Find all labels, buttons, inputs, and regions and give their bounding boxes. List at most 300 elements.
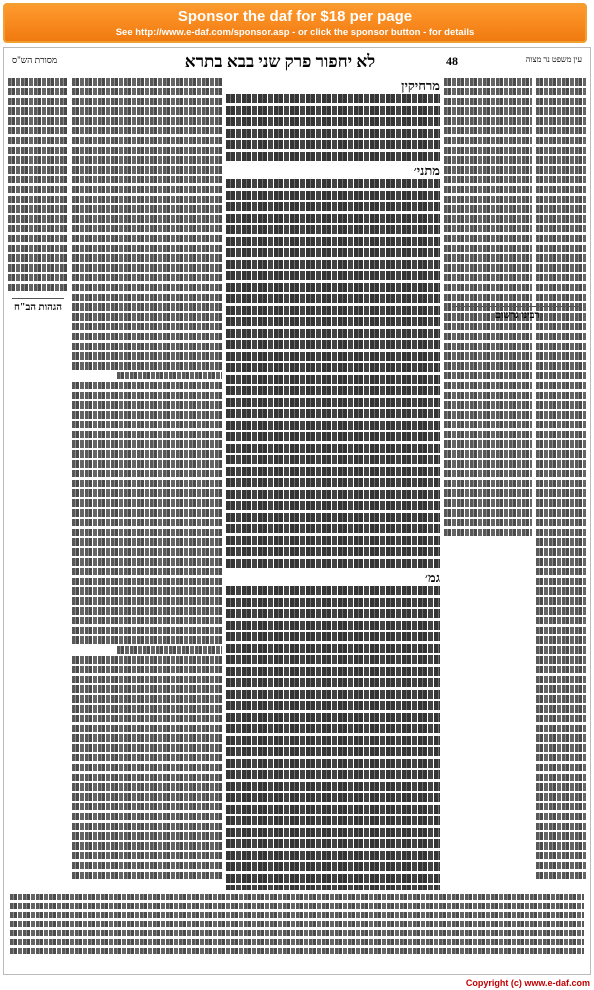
text-line [72,617,222,625]
text-line [72,421,222,429]
text-line [226,444,440,453]
text-line [72,754,222,762]
talmud-page [3,47,591,975]
footer-notes [10,894,584,968]
text-line [536,676,586,684]
right-margin-column [536,78,586,890]
text-line [72,636,222,644]
text-line [72,744,222,752]
text-line [72,538,222,546]
text-line [226,386,440,395]
text-line [226,432,440,441]
text-line [226,655,440,664]
text-line [72,323,222,331]
text-line [444,205,532,213]
text-line [536,196,586,204]
text-line [72,558,222,566]
text-line [72,813,222,821]
text-line [117,372,222,380]
text-line [72,294,222,302]
chapter-title: לא יחפור פרק שני בבא בתרא [184,52,376,71]
text-line [72,676,222,684]
text-line [72,823,222,831]
text-line [444,382,532,390]
text-line [8,88,68,96]
text-line [226,478,440,487]
text-line [444,431,532,439]
text-line [72,166,222,174]
gemara-column [226,78,440,890]
text-line [72,832,222,840]
text-line [536,695,586,703]
text-line [72,78,222,86]
text-line [226,547,440,556]
text-line [226,340,440,349]
right-margin-divider [452,306,582,307]
text-line [226,586,440,595]
text-line [536,627,586,635]
text-line [72,734,222,742]
text-lines [536,78,586,879]
gemara-lines [226,94,440,890]
text-line [72,725,222,733]
text-line [536,401,586,409]
text-line [536,382,586,390]
text-line [8,137,68,145]
text-line [536,783,586,791]
text-line [444,117,532,125]
text-line [536,803,586,811]
text-line [536,117,586,125]
text-line [536,254,586,262]
text-line [536,264,586,272]
text-line [444,499,532,507]
text-line [226,294,440,303]
text-line [536,343,586,351]
text-line [226,129,440,138]
text-line [72,127,222,135]
text-line [72,264,222,272]
text-line [72,176,222,184]
text-line [444,333,532,341]
text-line [536,470,586,478]
text-line [226,409,440,418]
text-line [226,237,440,246]
text-line [444,274,532,282]
text-line [226,598,440,607]
text-line [444,284,532,292]
text-lines [72,78,222,879]
text-line [536,284,586,292]
text-line [226,214,440,223]
text-line [226,782,440,791]
text-line [226,352,440,361]
text-line [536,450,586,458]
text-line [8,254,68,262]
text-line [8,186,68,194]
text-line [72,431,222,439]
text-line [226,398,440,407]
text-line [8,235,68,243]
text-line [536,656,586,664]
footer-line [10,921,584,927]
text-line [226,140,440,149]
text-line [536,597,586,605]
text-line [536,215,586,223]
text-line [226,317,440,326]
text-line [536,440,586,448]
text-line [72,284,222,292]
text-line [72,480,222,488]
text-line [536,137,586,145]
text-line [72,245,222,253]
text-line [72,597,222,605]
left-margin-heading: הגהות הב"ח [13,302,62,313]
text-line [444,529,532,537]
text-line [72,842,222,850]
footer-line [10,903,584,909]
text-line [226,202,440,211]
text-line [72,872,222,880]
text-line [226,363,440,372]
text-line [117,646,222,654]
text-line [444,127,532,135]
text-line [72,303,222,311]
text-line [8,215,68,223]
text-line [444,235,532,243]
text-line [536,294,586,302]
text-line [226,724,440,733]
text-line [536,823,586,831]
text-line [444,392,532,400]
text-line [536,509,586,517]
text-line [444,254,532,262]
text-line [536,685,586,693]
text-line [8,176,68,184]
text-line [72,470,222,478]
text-line [536,813,586,821]
text-line [536,333,586,341]
text-line [536,793,586,801]
text-line [72,274,222,282]
text-line [444,352,532,360]
text-line [536,715,586,723]
text-line [444,519,532,527]
text-line [536,78,586,86]
text-line [226,736,440,745]
text-line [8,264,68,272]
text-line [8,127,68,135]
text-line [536,274,586,282]
text-line [536,568,586,576]
text-line [536,519,586,527]
text-line [444,137,532,145]
text-line [8,166,68,174]
text-line [72,489,222,497]
left-margin-divider [12,298,64,299]
text-line [536,548,586,556]
text-line [444,225,532,233]
text-line [536,734,586,742]
masoret-hashas-label: מסורת הש"ס [12,55,58,65]
text-line [444,421,532,429]
text-line [226,851,440,860]
sponsor-title[interactable]: Sponsor the daf for $18 per page [177,8,413,25]
text-line [226,191,440,200]
text-line [536,421,586,429]
text-line [536,774,586,782]
text-line [72,656,222,664]
text-line [536,225,586,233]
text-line [226,271,440,280]
text-line [72,578,222,586]
text-line [444,215,532,223]
text-line [226,747,440,756]
text-line [72,147,222,155]
text-line [72,460,222,468]
mishnah-marker: מתני׳ [413,163,440,178]
text-line [72,225,222,233]
text-line [536,705,586,713]
text-line [226,874,440,883]
text-line [536,166,586,174]
text-line [72,98,222,106]
text-line [226,609,440,618]
text-line [226,770,440,779]
text-line [226,559,440,568]
text-line [444,401,532,409]
text-line [226,644,440,653]
text-line [72,587,222,595]
text-line [72,764,222,772]
text-line [536,245,586,253]
text-line [536,842,586,850]
text-line [536,460,586,468]
text-line [72,519,222,527]
text-line [226,375,440,384]
text-line [536,617,586,625]
text-line [72,548,222,556]
text-line [536,362,586,370]
text-line [72,107,222,115]
text-line [72,196,222,204]
text-line [72,852,222,860]
text-line [444,509,532,517]
text-line [444,176,532,184]
text-line [536,587,586,595]
text-lines [8,78,68,291]
text-line [536,372,586,380]
text-line [8,245,68,253]
text-line [72,793,222,801]
text-line [444,294,532,302]
text-line [444,78,532,86]
text-line [226,306,440,315]
text-line [536,754,586,762]
text-line [72,450,222,458]
text-line [8,156,68,164]
text-line [226,536,440,545]
text-line [536,392,586,400]
text-line [226,816,440,825]
text-line [536,764,586,772]
text-line [536,411,586,419]
text-line [226,490,440,499]
text-line [72,235,222,243]
text-line [536,323,586,331]
text-line [226,885,440,890]
gemara-marker: גמ׳ [425,570,440,585]
text-line [8,117,68,125]
text-line [536,431,586,439]
text-line [72,715,222,723]
text-line [536,489,586,497]
text-line [536,872,586,880]
footer-line [10,912,584,918]
text-line [536,88,586,96]
text-line [536,352,586,360]
text-line [444,156,532,164]
footer-line [10,939,584,945]
text-line [226,513,440,522]
text-line [8,196,68,204]
text-line [536,725,586,733]
text-line [536,832,586,840]
text-line [444,372,532,380]
text-line [72,352,222,360]
text-line [536,98,586,106]
text-line [536,538,586,546]
text-line [226,467,440,476]
text-line [226,260,440,269]
text-line [72,362,222,370]
text-line [226,501,440,510]
text-line [72,215,222,223]
text-line [226,713,440,722]
text-line [536,147,586,155]
text-line [226,225,440,234]
text-line [444,196,532,204]
sponsor-link-text[interactable]: See http://www.e-daf.com/sponsor.asp - or click the sponsor button - for details [115,27,475,38]
text-line [226,248,440,257]
text-line [226,421,440,430]
sponsor-banner[interactable] [3,3,587,43]
text-line [226,283,440,292]
text-line [444,362,532,370]
text-line [8,284,68,292]
text-line [72,382,222,390]
text-line [444,264,532,272]
text-line [226,455,440,464]
text-line [72,205,222,213]
copyright-link[interactable]: Copyright (c) www.e-daf.com [465,978,590,988]
text-line [8,107,68,115]
text-line [444,450,532,458]
text-line [72,137,222,145]
text-line [226,828,440,837]
text-line [444,88,532,96]
text-line [444,411,532,419]
text-line [72,313,222,321]
text-line [444,470,532,478]
text-line [444,440,532,448]
text-line [536,558,586,566]
text-line [72,440,222,448]
text-line [444,186,532,194]
text-line [72,186,222,194]
text-line [72,254,222,262]
text-line [536,186,586,194]
text-line [226,106,440,115]
text-line [536,646,586,654]
text-line [72,803,222,811]
text-line [536,205,586,213]
text-line [226,862,440,871]
text-line [72,685,222,693]
text-line [72,774,222,782]
text-line [536,744,586,752]
text-line [444,107,532,115]
text-line [72,333,222,341]
footer-line [10,930,584,936]
text-line [536,862,586,870]
text-line [444,323,532,331]
text-line [72,401,222,409]
text-line [536,176,586,184]
text-line [536,636,586,644]
text-line [226,839,440,848]
text-line [226,179,440,188]
text-line [226,793,440,802]
opening-word: מרחיקין [401,78,440,93]
text-line [72,666,222,674]
text-line [444,245,532,253]
text-line [72,568,222,576]
text-line [536,235,586,243]
right-margin-heading: רבינו גרשום [494,310,540,321]
text-line [226,621,440,630]
text-line [226,678,440,687]
text-line [444,98,532,106]
footer-line [10,948,584,954]
text-lines [444,78,532,536]
text-line [8,205,68,213]
text-line [8,274,68,282]
text-line [226,759,440,768]
text-line [72,117,222,125]
text-line [226,117,440,126]
text-line [536,107,586,115]
footer-line [10,894,584,900]
text-line [226,690,440,699]
text-line [72,499,222,507]
text-line [226,329,440,338]
text-line [72,509,222,517]
text-line [536,852,586,860]
folio-number: 48 [446,54,458,68]
ein-mishpat-label: עין משפט נר מצוה [525,55,582,64]
text-line [226,805,440,814]
text-line [72,411,222,419]
text-line [8,147,68,155]
text-line [536,578,586,586]
text-line [536,156,586,164]
text-line [226,152,440,161]
text-line [72,607,222,615]
text-line [72,783,222,791]
text-line [226,94,440,103]
text-line [72,343,222,351]
